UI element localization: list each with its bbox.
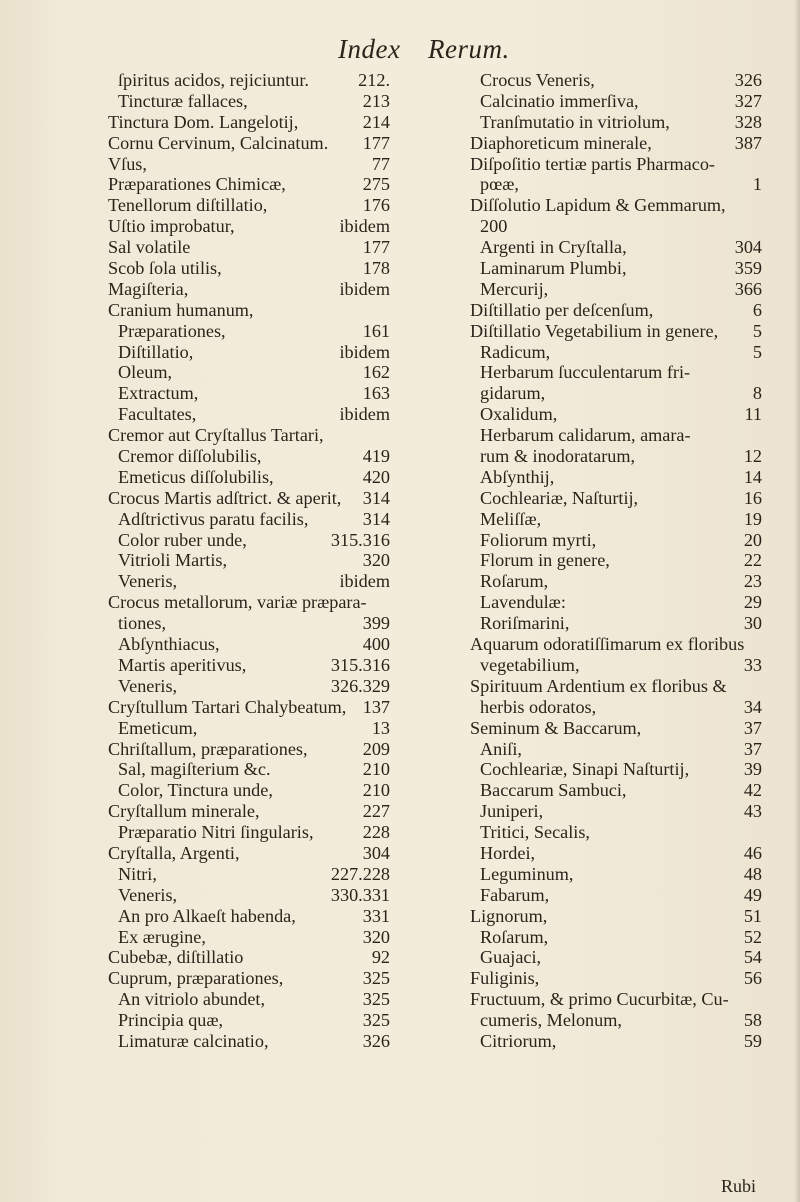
entry-page-ref: 320 — [362, 550, 390, 571]
entry-term: Radicum, — [480, 341, 551, 362]
entry-page-ref: 19 — [743, 508, 762, 529]
entry-term: Florum in genere, — [480, 550, 610, 571]
index-entry — [108, 697, 390, 718]
index-entry — [470, 592, 762, 613]
entry-term: vegetabilium, — [480, 654, 580, 675]
index-entry — [470, 927, 762, 948]
header-index: Index — [338, 34, 401, 64]
entry-term: Cryſtalla, Argenti, — [108, 842, 240, 863]
index-entry — [470, 467, 762, 488]
entry-page-ref: 162 — [362, 362, 390, 383]
entry-term: Roriſmarini, — [480, 613, 570, 634]
entry-term: gidarum, — [480, 383, 546, 404]
index-entry — [470, 446, 762, 467]
entry-page-ref: 58 — [743, 1010, 762, 1031]
entry-term: Emeticum, — [118, 717, 198, 738]
entry-term: Roſarum, — [480, 926, 549, 947]
entry-term: 200 — [480, 216, 508, 237]
entry-page-ref: 400 — [362, 634, 390, 655]
entry-page-ref: 48 — [743, 863, 762, 884]
entry-page-ref: 137 — [362, 696, 390, 717]
entry-page-ref: 8 — [752, 383, 762, 404]
index-entry — [108, 927, 390, 948]
index-entry — [108, 342, 390, 363]
entry-term: Præparationes, — [118, 320, 226, 341]
entry-term: Limaturæ calcinatio, — [118, 1030, 269, 1051]
entry-page-ref: 366 — [734, 278, 762, 299]
entry-term: Lignorum, — [470, 905, 548, 926]
entry-term: Cornu Cervinum, Calcinatum. — [108, 132, 329, 153]
entry-page-ref: 178 — [362, 258, 390, 279]
entry-term: Tenellorum diſtillatio, — [108, 195, 268, 216]
entry-page-ref: 212. — [358, 70, 390, 90]
entry-term: Mercurij, — [480, 278, 549, 299]
index-entry — [108, 759, 390, 780]
index-entry — [470, 759, 762, 780]
index-entry — [470, 947, 762, 968]
entry-term: Herbarum calidarum, amara- — [480, 425, 691, 446]
index-entry — [108, 112, 390, 133]
index-entry — [108, 550, 390, 571]
entry-term: Adſtrictivus paratu facilis, — [118, 508, 309, 529]
index-entry — [108, 300, 390, 321]
entry-term: Foliorum myrti, — [480, 529, 597, 550]
entry-page-ref: 387 — [734, 132, 762, 153]
index-entry — [470, 843, 762, 864]
entry-page-ref: 315.316 — [330, 654, 390, 675]
entry-term: Oleum, — [118, 362, 173, 383]
entry-page-ref: 37 — [743, 738, 762, 759]
index-entry — [108, 864, 390, 885]
entry-term: Diaphoreticum minerale, — [470, 132, 652, 153]
entry-page-ref: 419 — [362, 446, 390, 467]
entry-page-ref: 328 — [734, 111, 762, 132]
index-entry — [108, 174, 390, 195]
index-entry — [108, 571, 390, 592]
entry-page-ref: 56 — [743, 968, 762, 989]
entry-term: Cuprum, præparationes, — [108, 968, 284, 989]
entry-term: Præparatio Nitri ſingularis, — [118, 822, 314, 843]
entry-page-ref: 59 — [743, 1030, 762, 1051]
entry-page-ref: ibidem — [339, 341, 390, 362]
entry-term: Crocus Veneris, — [480, 70, 595, 90]
entry-page-ref: 92 — [371, 947, 390, 968]
entry-term: Magiſteria, — [108, 278, 189, 299]
entry-page-ref: 14 — [743, 466, 762, 487]
index-entry — [470, 321, 762, 342]
entry-page-ref: 326.329 — [330, 675, 390, 696]
index-entry — [470, 968, 762, 989]
entry-term: Cochleariæ, Naſturtij, — [480, 487, 639, 508]
entry-term: Color, Tinctura unde, — [118, 780, 273, 801]
entry-page-ref: 163 — [362, 383, 390, 404]
entry-page-ref: 49 — [743, 884, 762, 905]
entry-term: Aquarum odoratiſſimarum ex floribus — [470, 634, 745, 655]
entry-page-ref: 39 — [743, 759, 762, 780]
entry-page-ref: 42 — [743, 780, 762, 801]
index-entry — [108, 1031, 390, 1052]
entry-page-ref: 330.331 — [330, 884, 390, 905]
entry-page-ref: 420 — [362, 466, 390, 487]
entry-page-ref: 325 — [362, 968, 390, 989]
index-entry — [470, 634, 762, 655]
entry-term: Chriſtallum, præparationes, — [108, 738, 308, 759]
entry-term: Hordei, — [480, 842, 536, 863]
index-entry — [470, 258, 762, 279]
entry-term: Martis aperitivus, — [118, 654, 247, 675]
index-entry — [108, 655, 390, 676]
entry-term: Scob ſola utilis, — [108, 258, 222, 279]
entry-page-ref: ibidem — [339, 404, 390, 425]
entry-term: Nitri, — [118, 863, 157, 884]
entry-term: Veneris, — [118, 571, 178, 592]
entry-term: Veneris, — [118, 675, 178, 696]
entry-page-ref: 320 — [362, 926, 390, 947]
entry-term: Cremor diſſolubilis, — [118, 446, 262, 467]
index-entry — [108, 718, 390, 739]
entry-term: Tritici, Secalis, — [480, 822, 590, 843]
entry-page-ref: 12 — [743, 446, 762, 467]
entry-term: Cranium humanum, — [108, 299, 254, 320]
entry-term: Oxalidum, — [480, 404, 558, 425]
entry-term: Sal, magiſterium &c. — [118, 759, 271, 780]
page-edge — [794, 0, 800, 1202]
entry-term: Meliſſæ, — [480, 508, 542, 529]
entry-term: Cryſtallum minerale, — [108, 801, 260, 822]
entry-page-ref: 13 — [371, 717, 390, 738]
entry-term: Seminum & Baccarum, — [470, 717, 642, 738]
entry-page-ref: 16 — [743, 487, 762, 508]
index-entry — [470, 1031, 762, 1052]
index-entry — [470, 133, 762, 154]
entry-term: Aniſi, — [480, 738, 522, 759]
entry-term: Diſſolutio Lapidum & Gemmarum, — [470, 195, 726, 216]
index-entry — [470, 697, 762, 718]
entry-page-ref: 23 — [743, 571, 762, 592]
entry-term: Laminarum Plumbi, — [480, 258, 627, 279]
index-entry — [470, 70, 762, 91]
entry-page-ref: 209 — [362, 738, 390, 759]
entry-page-ref: 359 — [734, 258, 762, 279]
entry-page-ref: 77 — [371, 153, 390, 174]
entry-term: Abſynthiacus, — [118, 634, 220, 655]
entry-term: Cremor aut Cryſtallus Tartari, — [108, 425, 324, 446]
index-entry — [108, 676, 390, 697]
index-entry — [108, 634, 390, 655]
entry-term: Uſtio improbatur, — [108, 216, 235, 237]
entry-page-ref: 176 — [362, 195, 390, 216]
entry-page-ref: 11 — [744, 404, 762, 425]
index-entry — [108, 362, 390, 383]
entry-term: tiones, — [118, 613, 166, 634]
index-entry — [108, 467, 390, 488]
entry-term: Fabarum, — [480, 884, 550, 905]
entry-term: Diſpoſitio tertiæ partis Pharmaco- — [470, 153, 715, 174]
entry-page-ref: 5 — [752, 341, 762, 362]
index-entry — [470, 801, 762, 822]
index-entry — [108, 780, 390, 801]
index-entry — [470, 216, 762, 237]
index-entry — [108, 947, 390, 968]
index-entry — [108, 989, 390, 1010]
entry-page-ref: 327 — [734, 90, 762, 111]
entry-page-ref: 5 — [752, 320, 762, 341]
entry-page-ref: 326 — [362, 1030, 390, 1051]
index-entry — [470, 550, 762, 571]
entry-page-ref: ibidem — [339, 216, 390, 237]
entry-term: Crocus metallorum, variæ præpara- — [108, 592, 367, 613]
header-rerum: Rerum. — [428, 34, 510, 64]
index-entry — [108, 321, 390, 342]
entry-page-ref: 54 — [743, 947, 762, 968]
index-entry — [470, 91, 762, 112]
entry-page-ref: 161 — [362, 320, 390, 341]
entry-term: Argenti in Cryſtalla, — [480, 237, 627, 258]
index-entry — [108, 968, 390, 989]
entry-term: An pro Alkaeſt habenda, — [118, 905, 296, 926]
entry-page-ref: 214 — [362, 111, 390, 132]
index-entry — [108, 91, 390, 112]
entry-term: Emeticus diſſolubilis, — [118, 466, 274, 487]
entry-page-ref: 227.228 — [330, 863, 390, 884]
entry-term: Spirituum Ardentium ex floribus & — [470, 675, 727, 696]
index-entry — [108, 383, 390, 404]
index-entry — [108, 195, 390, 216]
index-entry — [470, 237, 762, 258]
entry-page-ref: 30 — [743, 613, 762, 634]
index-entry — [470, 864, 762, 885]
entry-term: Principia quæ, — [118, 1010, 224, 1031]
entry-page-ref: 6 — [752, 299, 762, 320]
index-entry — [470, 300, 762, 321]
entry-term: Tinctura Dom. Langelotij, — [108, 111, 299, 132]
index-entry — [108, 133, 390, 154]
entry-page-ref: 177 — [362, 237, 390, 258]
index-entry — [108, 425, 390, 446]
entry-page-ref: 43 — [743, 801, 762, 822]
entry-page-ref: 20 — [743, 529, 762, 550]
entry-term: Diſtillatio Vegetabilium in genere, — [470, 320, 719, 341]
entry-page-ref: 325 — [362, 989, 390, 1010]
index-entry — [470, 425, 762, 446]
index-entry — [470, 885, 762, 906]
running-header — [0, 34, 800, 74]
index-entry — [470, 739, 762, 760]
entry-term: pœæ, — [480, 174, 519, 195]
entry-term: Citriorum, — [480, 1030, 557, 1051]
entry-term: Juniperi, — [480, 801, 544, 822]
index-entry — [108, 258, 390, 279]
index-column-left — [108, 70, 390, 1052]
entry-page-ref: 228 — [362, 822, 390, 843]
index-entry — [108, 509, 390, 530]
entry-term: Vitrioli Martis, — [118, 550, 228, 571]
index-entry — [470, 822, 762, 843]
entry-page-ref: 46 — [743, 842, 762, 863]
entry-term: Fuliginis, — [470, 968, 540, 989]
index-entry — [470, 613, 762, 634]
entry-page-ref: 213 — [362, 90, 390, 111]
entry-term: Calcinatio immerſiva, — [480, 90, 639, 111]
index-entry — [470, 676, 762, 697]
entry-page-ref: 314 — [362, 487, 390, 508]
index-entry — [470, 383, 762, 404]
entry-term: Cochleariæ, Sinapi Naſturtij, — [480, 759, 690, 780]
entry-page-ref: ibidem — [339, 571, 390, 592]
entry-page-ref: ibidem — [339, 278, 390, 299]
entry-term: Veneris, — [118, 884, 178, 905]
index-entry — [108, 843, 390, 864]
index-entry — [470, 530, 762, 551]
index-entry — [108, 613, 390, 634]
entry-term: Tincturæ fallaces, — [118, 90, 248, 111]
entry-term: Herbarum ſucculentarum fri- — [480, 362, 691, 383]
entry-term: Extractum, — [118, 383, 199, 404]
index-entry — [108, 592, 390, 613]
entry-term: Lavendulæ: — [480, 592, 566, 613]
index-entry — [108, 216, 390, 237]
entry-term: herbis odoratos, — [480, 696, 597, 717]
entry-page-ref: 275 — [362, 174, 390, 195]
entry-term: Diſtillatio per deſcenſum, — [470, 299, 654, 320]
index-entry — [108, 1010, 390, 1031]
entry-term: Præparationes Chimicæ, — [108, 174, 286, 195]
index-column-right — [470, 70, 762, 1052]
entry-page-ref: 177 — [362, 132, 390, 153]
index-entry — [108, 446, 390, 467]
entry-term: Cubebæ, diſtillatio — [108, 947, 244, 968]
entry-page-ref: 210 — [362, 759, 390, 780]
index-entry — [108, 822, 390, 843]
entry-page-ref: 34 — [743, 696, 762, 717]
entry-page-ref: 1 — [752, 174, 762, 195]
entry-page-ref: 315.316 — [330, 529, 390, 550]
index-entry — [108, 906, 390, 927]
entry-term: Vſus, — [108, 153, 147, 174]
entry-term: Roſarum, — [480, 571, 549, 592]
entry-term: cumeris, Melonum, — [480, 1010, 622, 1031]
entry-term: Tranſmutatio in vitriolum, — [480, 111, 670, 132]
index-entry — [470, 154, 762, 175]
index-entry — [470, 906, 762, 927]
entry-page-ref: 326 — [734, 70, 762, 90]
index-entry — [470, 112, 762, 133]
entry-page-ref: 52 — [743, 926, 762, 947]
entry-page-ref: 210 — [362, 780, 390, 801]
index-entry — [470, 195, 762, 216]
index-entry — [108, 530, 390, 551]
index-entry — [108, 404, 390, 425]
index-entry — [470, 655, 762, 676]
index-entry — [470, 718, 762, 739]
index-entry — [470, 1010, 762, 1031]
entry-term: Sal volatile — [108, 237, 191, 258]
entry-page-ref: 314 — [362, 508, 390, 529]
index-entry — [470, 342, 762, 363]
entry-term: Diſtillatio, — [118, 341, 194, 362]
index-entry — [470, 404, 762, 425]
index-entry — [108, 739, 390, 760]
entry-page-ref: 331 — [362, 905, 390, 926]
index-entry — [470, 279, 762, 300]
entry-page-ref: 304 — [362, 842, 390, 863]
entry-term: Color ruber unde, — [118, 529, 247, 550]
entry-term: ſpiritus acidos, rejiciuntur. — [118, 70, 309, 90]
entry-page-ref: 399 — [362, 613, 390, 634]
index-entry — [470, 362, 762, 383]
entry-term: rum & inodoratarum, — [480, 446, 636, 467]
entry-page-ref: 227 — [362, 801, 390, 822]
index-entry — [108, 885, 390, 906]
entry-term: Fructuum, & primo Cucurbitæ, Cu- — [470, 989, 729, 1010]
entry-term: Abſynthij, — [480, 466, 555, 487]
entry-term: Facultates, — [118, 404, 197, 425]
entry-term: Baccarum Sambuci, — [480, 780, 627, 801]
index-entry — [108, 279, 390, 300]
entry-term: Crocus Martis adſtrict. & aperit, — [108, 487, 342, 508]
index-entry — [470, 174, 762, 195]
index-entry — [108, 70, 390, 91]
entry-page-ref: 33 — [743, 654, 762, 675]
index-entry — [470, 509, 762, 530]
index-entry — [108, 154, 390, 175]
entry-page-ref: 304 — [734, 237, 762, 258]
index-entry — [108, 801, 390, 822]
index-entry — [108, 237, 390, 258]
entry-page-ref: 22 — [743, 550, 762, 571]
index-entry — [470, 989, 762, 1010]
index-entry — [470, 780, 762, 801]
entry-term: Guajaci, — [480, 947, 542, 968]
entry-page-ref: 325 — [362, 1010, 390, 1031]
index-entry — [470, 571, 762, 592]
catchword: Rubi — [721, 1176, 757, 1196]
entry-page-ref: 29 — [743, 592, 762, 613]
index-entry — [470, 488, 762, 509]
entry-term: Leguminum, — [480, 863, 574, 884]
index-entry — [108, 488, 390, 509]
entry-page-ref: 51 — [743, 905, 762, 926]
entry-term: An vitriolo abundet, — [118, 989, 265, 1010]
entry-term: Ex ærugine, — [118, 926, 206, 947]
entry-page-ref: 37 — [743, 717, 762, 738]
entry-term: Cryſtullum Tartari Chalybeatum, — [108, 696, 347, 717]
